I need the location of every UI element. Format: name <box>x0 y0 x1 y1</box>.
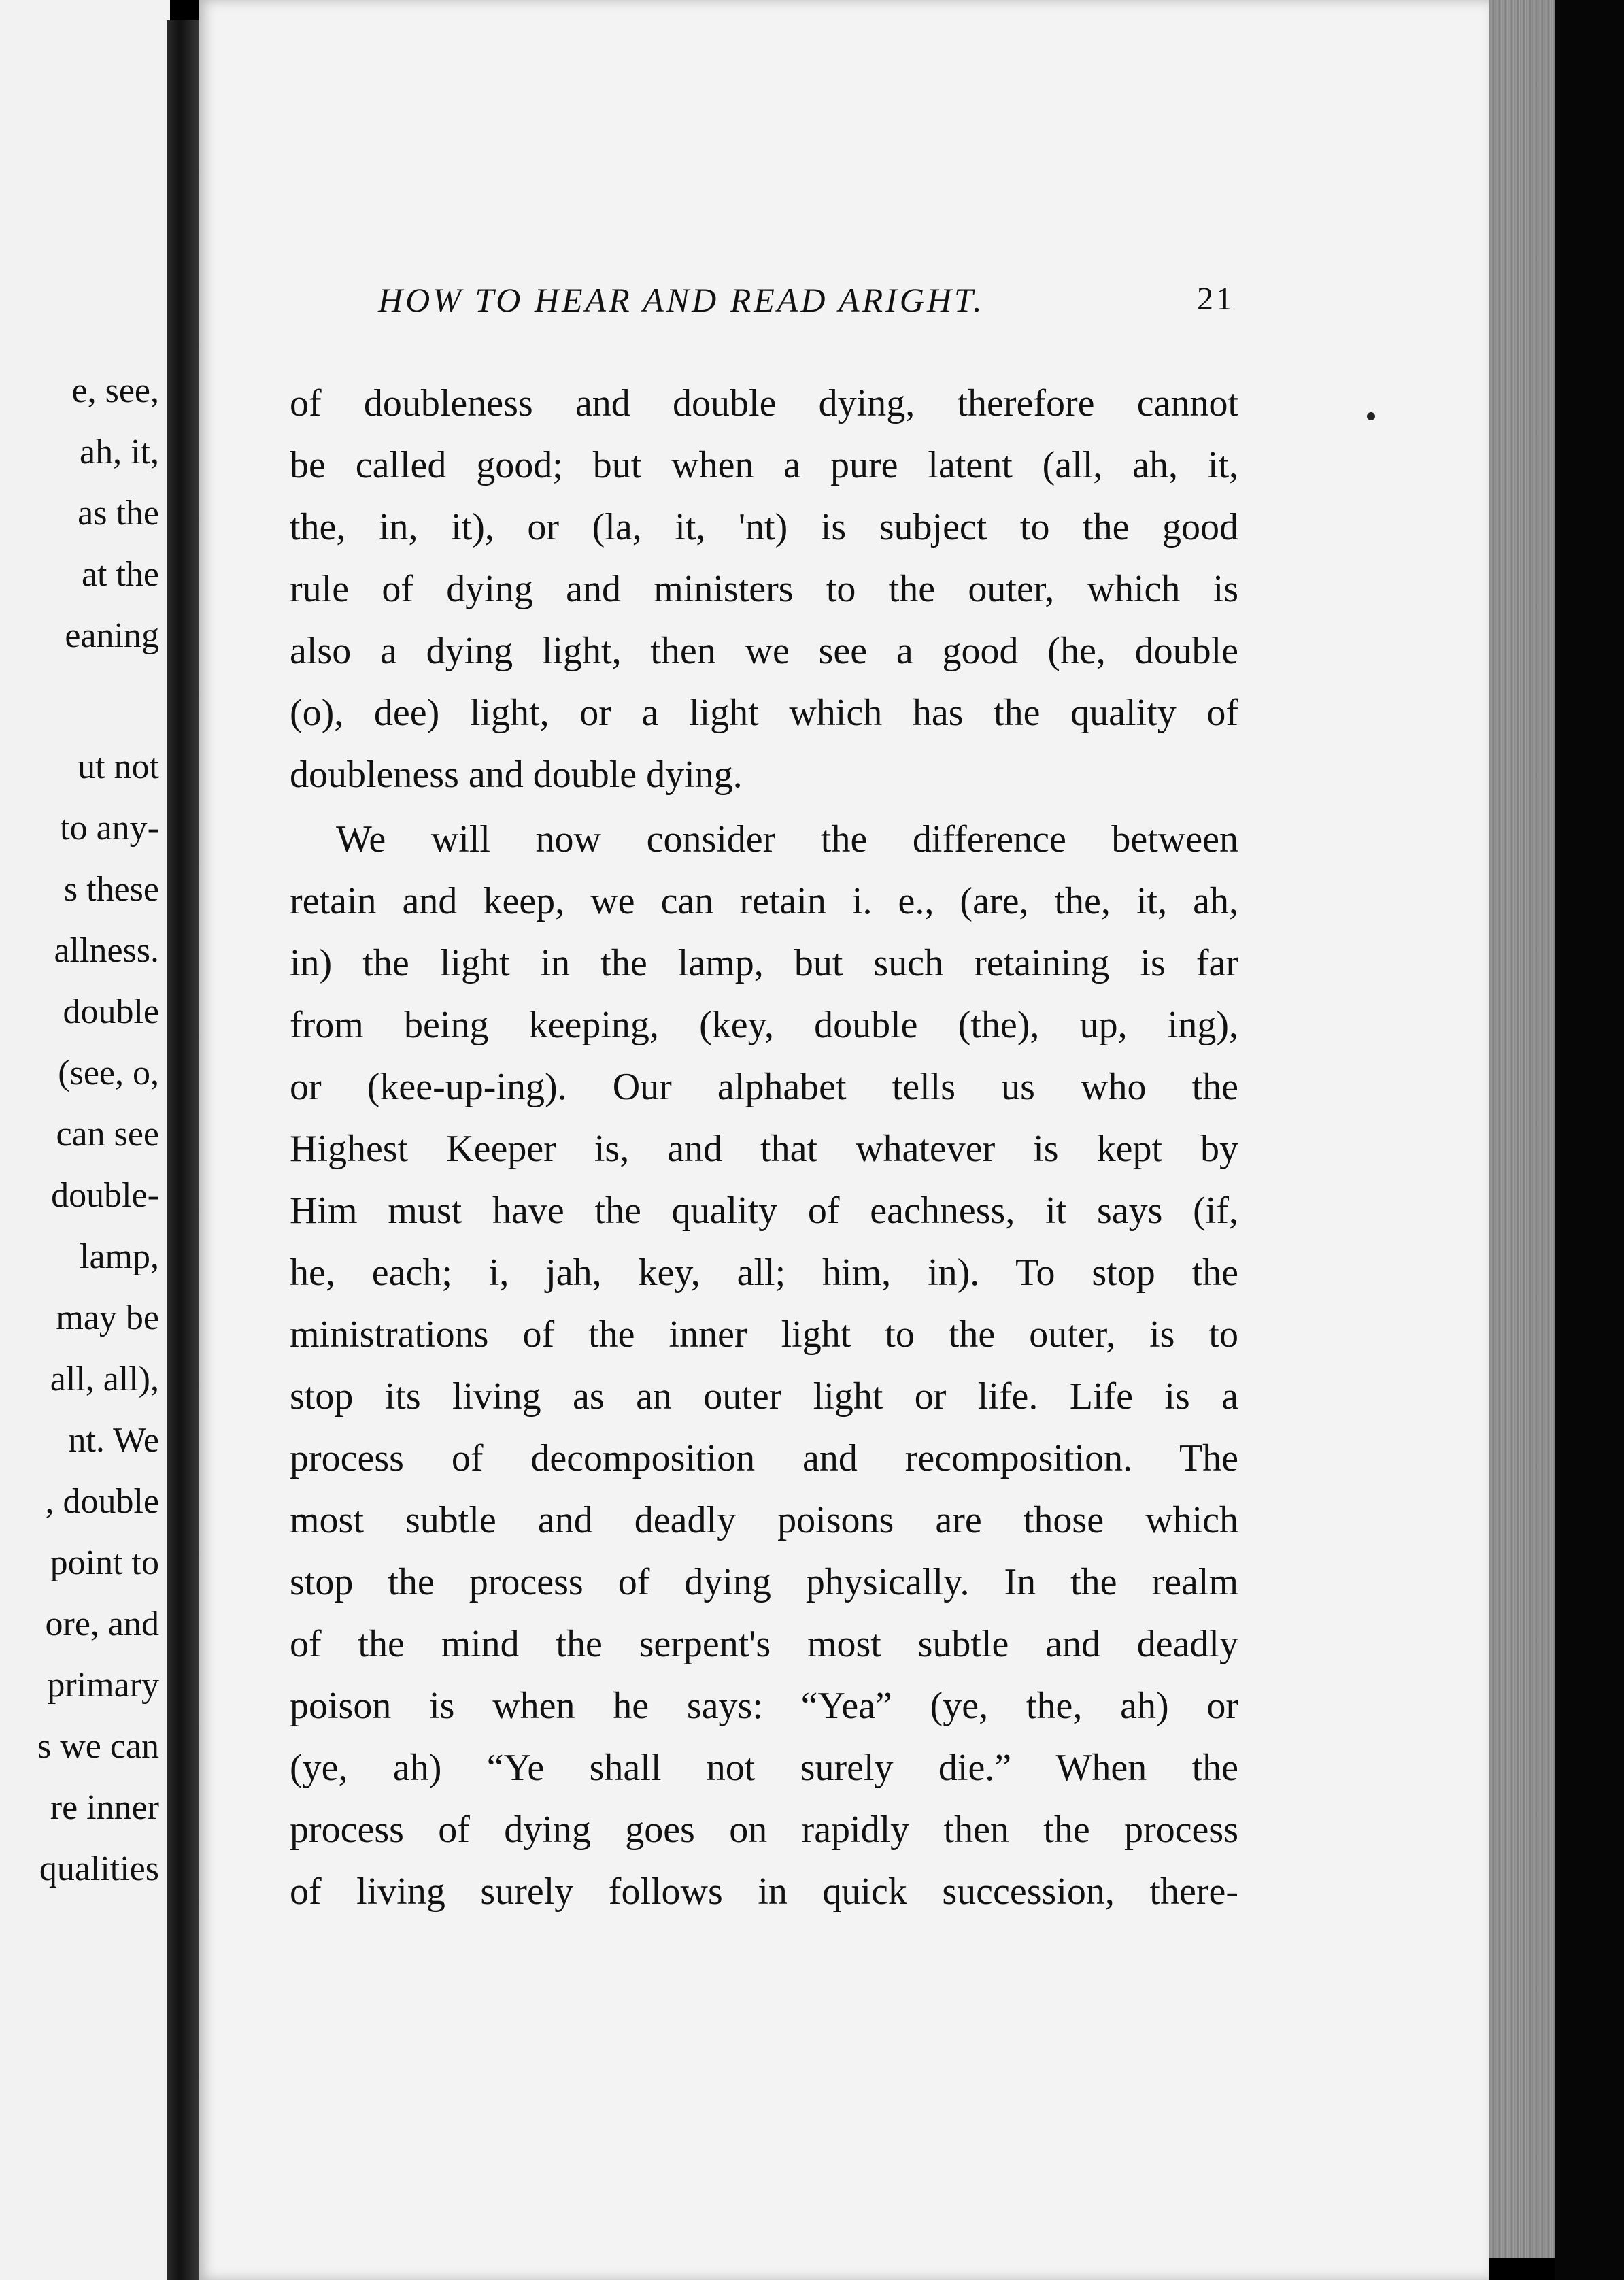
text-line-paragraph-end: doubleness and double dying. <box>290 754 743 796</box>
text-line: process of dying goes on rapidly then the process <box>290 1809 1238 1851</box>
text-line: stop the process of dying physically. In the realm <box>290 1561 1238 1603</box>
text-line: retain and keep, we can retain i. e., (are, the, it, ah, <box>290 880 1238 922</box>
left-page-line: double- <box>51 1176 159 1215</box>
left-page-line: allness. <box>54 931 159 970</box>
text-line: Highest Keeper is, and that whatever is kept by <box>290 1128 1238 1170</box>
text-line: (o), dee) light, or a light which has the quality of <box>290 692 1238 734</box>
left-page-line: all, all), <box>50 1360 159 1398</box>
left-page-line: to any- <box>60 809 159 848</box>
page-number: 21 <box>1197 281 1235 317</box>
left-page-line: (see, o, <box>58 1054 159 1092</box>
left-page-line: re inner <box>50 1788 159 1827</box>
left-page-line: eaning <box>65 616 159 655</box>
left-page-line: e, see, <box>71 371 159 410</box>
running-title: HOW TO HEAR AND READ ARIGHT. <box>378 281 985 319</box>
book-gutter <box>167 20 201 2280</box>
left-page-line: s these <box>63 870 159 909</box>
left-page-line: may be <box>56 1298 159 1337</box>
left-page-line: s we can <box>37 1727 159 1766</box>
text-line: also a dying light, then we see a good (he, double <box>290 630 1238 672</box>
left-page-line: , double <box>45 1482 159 1521</box>
text-line: of doubleness and double dying, therefore cannot <box>290 382 1238 424</box>
text-line: from being keeping, (key, double (the), up, ing), <box>290 1004 1238 1046</box>
page-edge-shadow <box>1555 0 1624 2280</box>
text-line: rule of dying and ministers to the outer, which is <box>290 568 1238 610</box>
text-line: ministrations of the inner light to the outer, is to <box>290 1313 1238 1356</box>
text-line-paragraph-start: We will now consider the difference between <box>336 818 1238 860</box>
left-page-line: primary <box>47 1666 159 1705</box>
text-line: process of decomposition and recomposition. The <box>290 1437 1238 1479</box>
left-page-line: qualities <box>39 1849 159 1888</box>
text-line: or (kee-up-ing). Our alphabet tells us who the <box>290 1066 1238 1108</box>
text-line: of the mind the serpent's most subtle and deadly <box>290 1623 1238 1665</box>
page-edge-stack <box>1489 0 1555 2258</box>
text-line: be called good; but when a pure latent (all, ah, it, <box>290 444 1238 486</box>
text-line: stop its living as an outer light or life. Life is a <box>290 1375 1238 1418</box>
left-page-line: ut not <box>78 748 159 786</box>
left-page-line: can see <box>56 1115 159 1154</box>
text-line: of living surely follows in quick succession, there- <box>290 1871 1238 1913</box>
left-page-line: nt. We <box>68 1421 159 1460</box>
text-line: the, in, it), or (la, it, 'nt) is subject to the good <box>290 506 1238 548</box>
ink-speck <box>1367 412 1375 420</box>
text-line: he, each; i, jah, key, all; him, in). To stop the <box>290 1252 1238 1294</box>
left-page-line: lamp, <box>80 1237 159 1276</box>
text-line: most subtle and deadly poisons are those which <box>290 1499 1238 1541</box>
left-page-line: ah, it, <box>80 433 159 471</box>
left-page-line: at the <box>81 555 159 594</box>
left-page-line: ore, and <box>45 1605 159 1643</box>
left-page-line: as the <box>78 494 159 533</box>
body-text <box>290 373 1238 1923</box>
left-page-line: point to <box>50 1543 159 1582</box>
text-line: poison is when he says: “Yea” (ye, the, ah) or <box>290 1685 1238 1727</box>
left-facing-page <box>0 0 170 2280</box>
text-line: Him must have the quality of eachness, it says (if, <box>290 1190 1238 1232</box>
text-line: (ye, ah) “Ye shall not surely die.” When the <box>290 1747 1238 1789</box>
running-head <box>378 280 1235 328</box>
left-page-line: double <box>63 992 159 1031</box>
text-line: in) the light in the lamp, but such retaining is far <box>290 942 1238 984</box>
